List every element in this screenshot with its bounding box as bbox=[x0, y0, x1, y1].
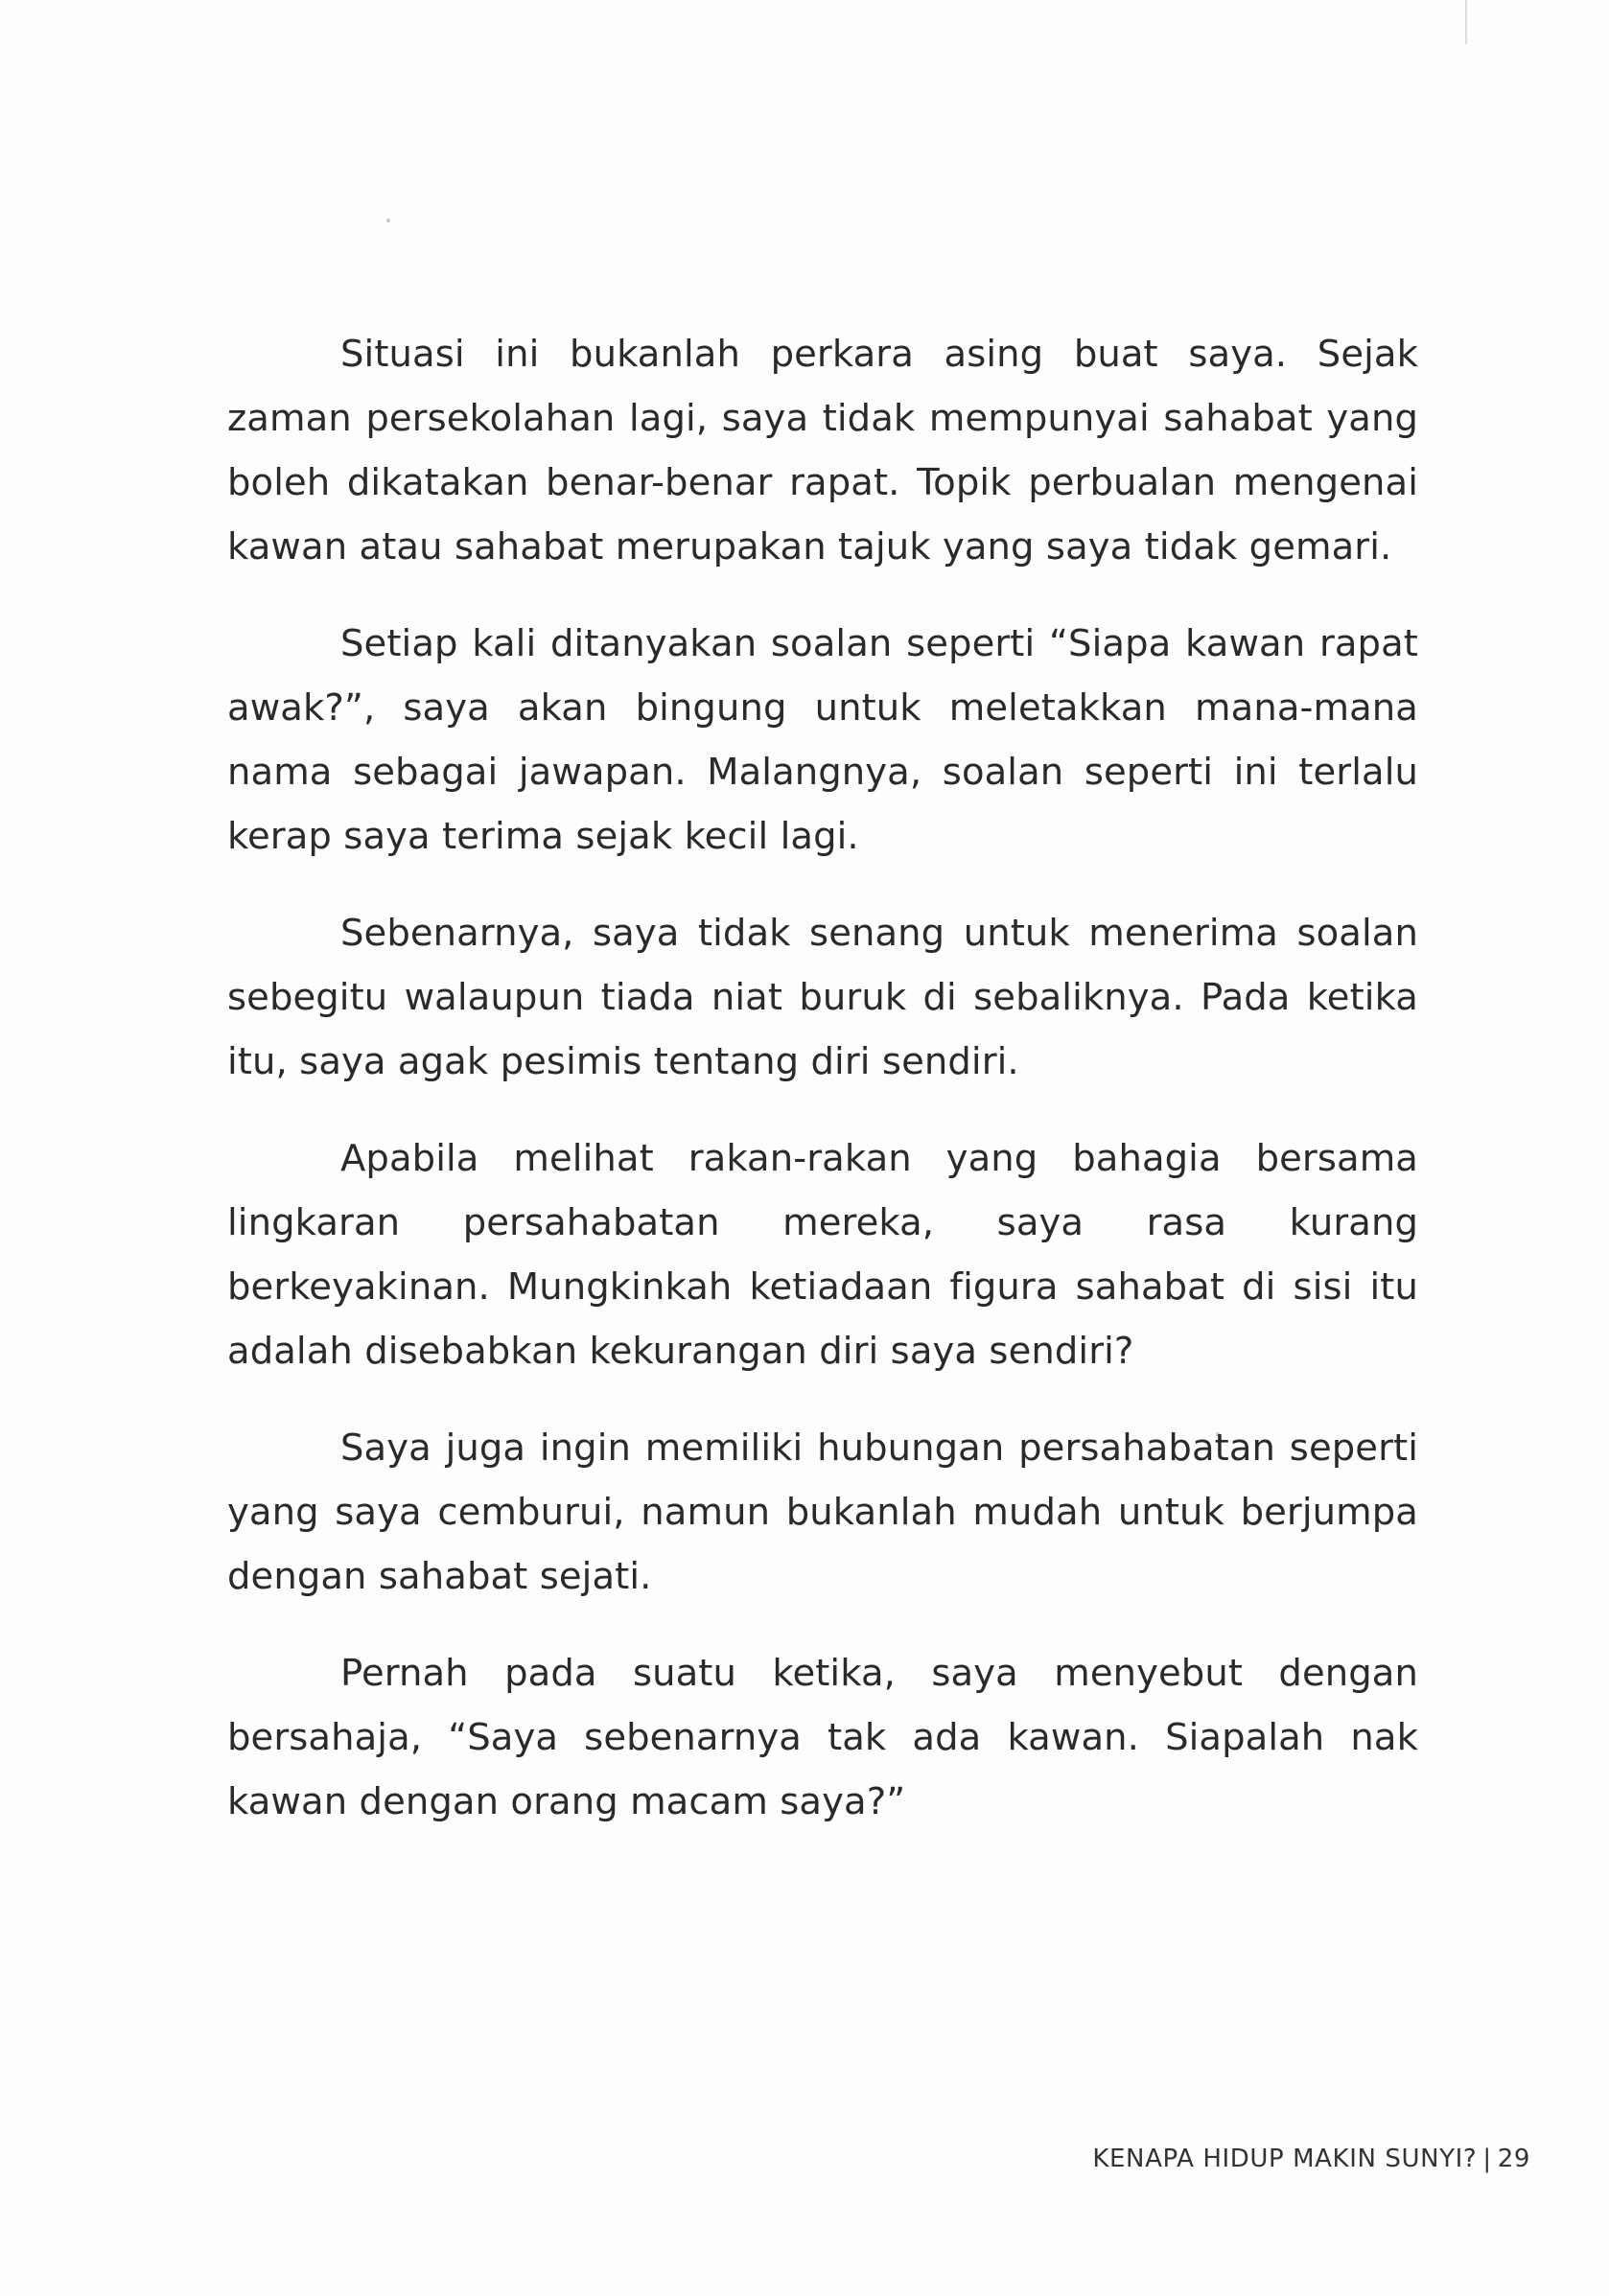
paragraph: Situasi ini bukanlah perkara asing buat saya. Sejak zaman persekolahan lagi, saya tidak mempunyai sahabat yang boleh dikatakan benar-benar rapat. Topik perbualan mengenai kawan atau sahabat merupakan tajuk yang saya tidak gemari. bbox=[227, 333, 1418, 568]
paragraph: Sebenarnya, saya tidak senang untuk menerima soalan sebegitu walaupun tiada niat buruk di sebaliknya. Pada ketika itu, saya agak pesimis tentang diri sendiri. bbox=[227, 912, 1418, 1083]
footer-book-title: KENAPA HIDUP MAKIN SUNYI? bbox=[1092, 2145, 1478, 2173]
footer-separator: | bbox=[1482, 2145, 1492, 2173]
paragraph: Pernah pada suatu ketika, saya menyebut dengan bersahaja, “Saya sebenarnya tak ada kawan. Siapalah nak kawan dengan orang macam saya?” bbox=[227, 1652, 1418, 1823]
paragraph: Apabila melihat rakan-rakan yang bahagia bersama lingkaran persahabatan mereka, saya rasa kurang berkeyakinan. Mungkinkah ketiadaan figura sahabat di sisi itu adalah disebabkan kekurangan diri saya sendiri? bbox=[227, 1137, 1418, 1373]
running-footer bbox=[1092, 2145, 1530, 2173]
scan-speck bbox=[386, 219, 390, 222]
body-text bbox=[227, 322, 1418, 1867]
paragraph: Saya juga ingin memiliki hubungan persahabatan seperti yang saya cemburui, namun bukanlah mudah untuk berjumpa dengan sahabat sejati. bbox=[227, 1426, 1418, 1598]
page-number: 29 bbox=[1497, 2145, 1530, 2173]
paragraph: Setiap kali ditanyakan soalan seperti “Siapa kawan rapat awak?”, saya akan bingung untuk meletakkan mana-mana nama sebagai jawapan. Malangnya, soalan seperti ini terlalu kerap saya terima sejak kecil lagi. bbox=[227, 622, 1418, 858]
scan-edge-mark bbox=[1465, 0, 1467, 44]
